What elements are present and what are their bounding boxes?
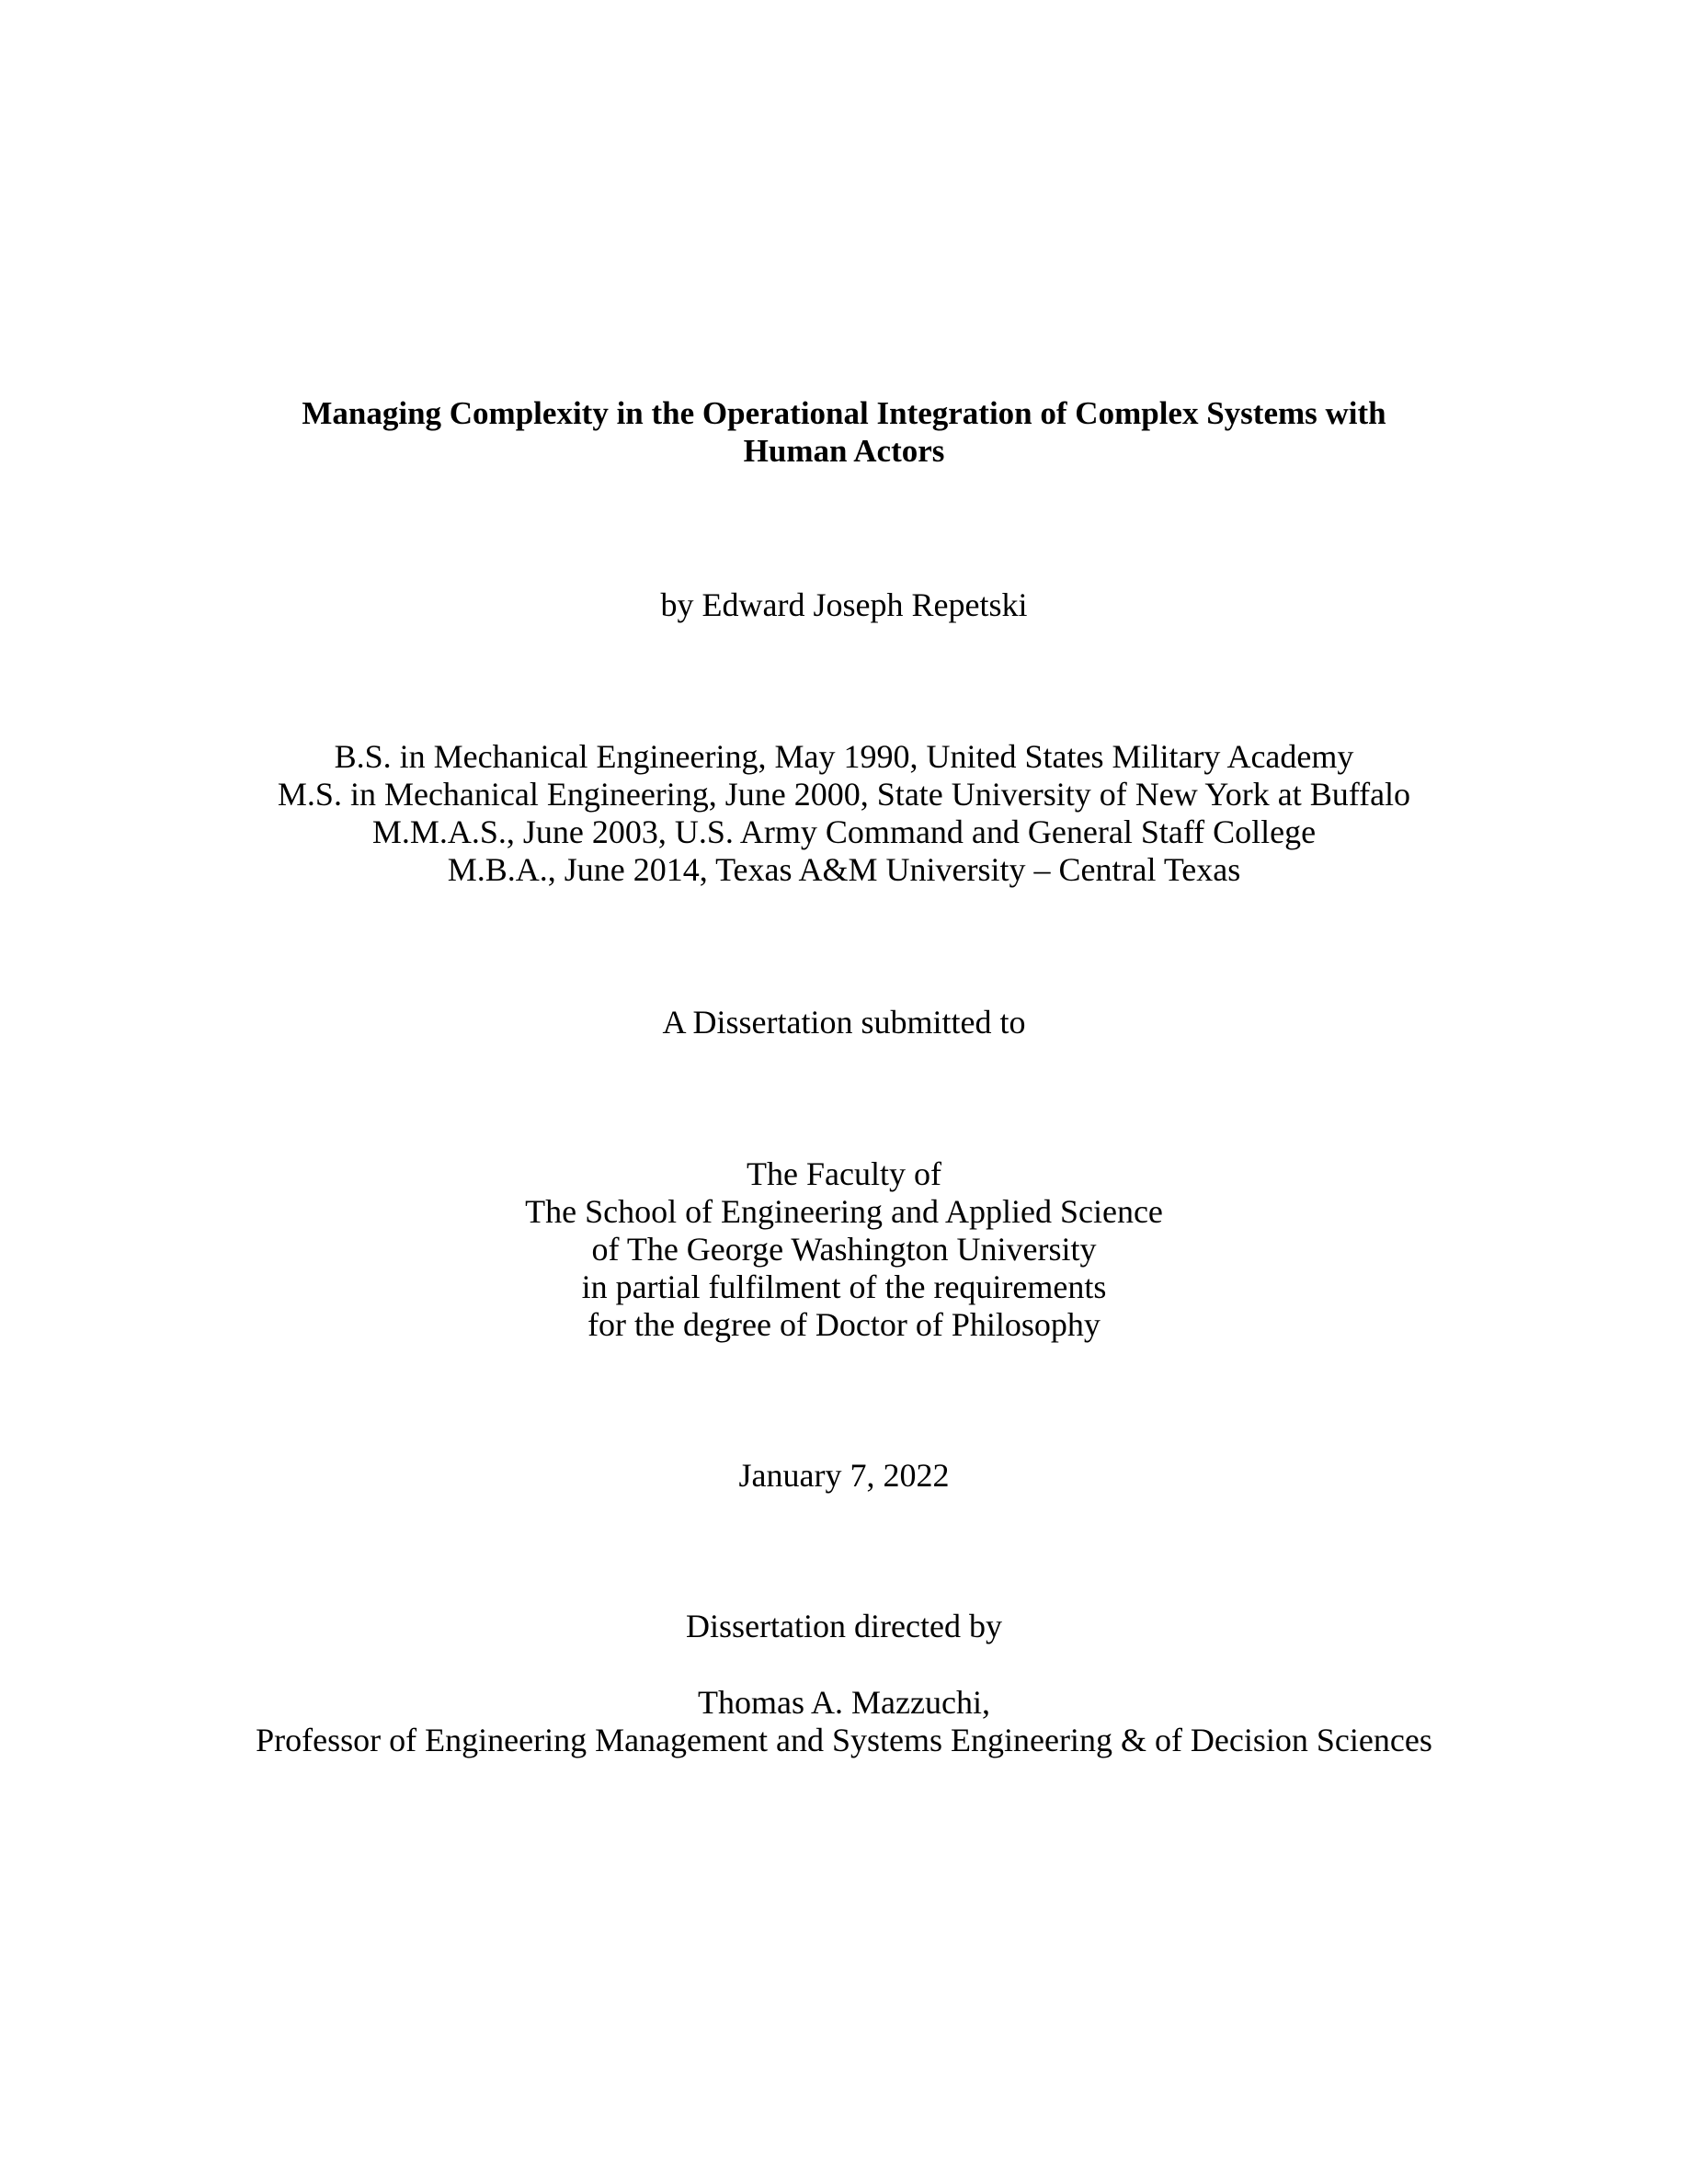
degree-item: M.B.A., June 2014, Texas A&M University – Central Texas	[447, 851, 1241, 888]
faculty-line: The Faculty of	[747, 1155, 941, 1192]
degree-item: M.M.A.S., June 2003, U.S. Army Command and General Staff College	[371, 813, 1317, 850]
directed-by-text: Dissertation directed by	[686, 1608, 1002, 1644]
author-line	[0, 586, 1688, 624]
director-block	[0, 1684, 1688, 1759]
submission-date	[0, 1457, 1688, 1495]
faculty-line: for the degree of Doctor of Philosophy	[587, 1306, 1101, 1343]
faculty-line: The School of Engineering and Applied Science	[525, 1193, 1163, 1230]
prior-degrees	[0, 738, 1688, 889]
title-line-1: Managing Complexity in the Operational Integration of Complex Systems with	[302, 395, 1386, 431]
faculty-line: in partial fulfilment of the requirements	[581, 1268, 1107, 1305]
directed-by-label	[0, 1608, 1688, 1645]
faculty-line: of The George Washington University	[591, 1231, 1097, 1268]
date-text: January 7, 2022	[738, 1457, 950, 1494]
degree-item: M.S. in Mechanical Engineering, June 2000, State University of New York at Buffalo	[277, 776, 1411, 813]
director-name: Thomas A. Mazzuchi,	[698, 1684, 990, 1721]
submission-text: A Dissertation submitted to	[662, 1004, 1026, 1041]
title-line-2: Human Actors	[743, 433, 945, 469]
dissertation-title	[0, 394, 1688, 470]
author-name: by Edward Joseph Repetski	[660, 586, 1028, 623]
director-position: Professor of Engineering Management and Systems Engineering & of Decision Sciences	[256, 1722, 1432, 1758]
degree-item: B.S. in Mechanical Engineering, May 1990, United States Military Academy	[334, 738, 1354, 775]
submission-statement	[0, 1004, 1688, 1041]
faculty-block	[0, 1155, 1688, 1344]
